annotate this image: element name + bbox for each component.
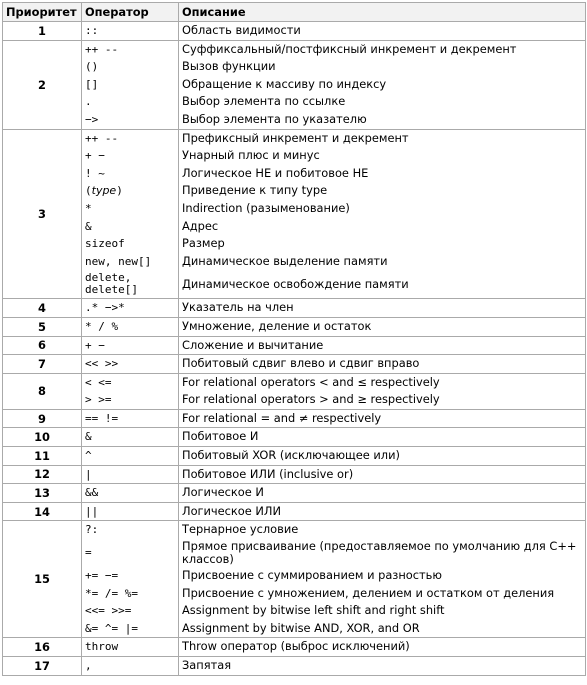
operator-symbol: * / % (85, 319, 119, 333)
operator-symbol: * (85, 201, 92, 215)
operator-symbol: −> (85, 112, 99, 126)
operator-cell (82, 484, 179, 503)
operator-symbol: ++ -- (85, 42, 119, 56)
table-row (3, 40, 586, 129)
operator-symbol: += −= (85, 569, 119, 583)
operator-symbol: ^ (85, 449, 92, 463)
operator-description: Суффиксальный/постфиксный инкремент и декремент (182, 41, 517, 56)
operator-symbol: | (85, 467, 92, 481)
operator-description: For relational = and ≠ respectively (182, 410, 382, 425)
operator-description: Размер (182, 236, 225, 251)
table-row (3, 465, 586, 484)
operator-symbol: &= ^= |= (85, 621, 138, 635)
table-row (3, 409, 586, 428)
table-row (3, 447, 586, 466)
operator-description: Присвоение с умножением, делением и остатком от деления (182, 585, 555, 600)
operator-description: Запятая (182, 658, 232, 672)
operator-description: Логическое И (182, 485, 264, 500)
header-description: Описание (179, 3, 586, 22)
priority-cell: 5 (3, 317, 82, 336)
operator-symbol: .* −>* (85, 301, 125, 315)
description-cell (179, 373, 586, 409)
operator-symbol: && (85, 486, 99, 500)
operator-symbol: & (85, 430, 92, 444)
operator-description: Умножение, деление и остаток (182, 318, 372, 333)
table-row (3, 299, 586, 318)
description-cell (179, 638, 586, 657)
operator-description: Присвоение с суммированием и разностью (182, 568, 442, 583)
priority-cell: 16 (3, 638, 82, 657)
operator-symbol: < <= (85, 375, 112, 389)
priority-cell: 12 (3, 465, 82, 484)
operator-description: Сложение и вычитание (182, 337, 324, 352)
operator-cell (82, 447, 179, 466)
priority-cell: 6 (3, 336, 82, 355)
operator-description: Префиксный инкремент и декремент (182, 130, 409, 145)
operator-symbol: new, new[] (85, 254, 152, 268)
operator-symbol: () (85, 60, 99, 74)
priority-cell: 13 (3, 484, 82, 503)
operator-symbol: ?: (85, 523, 99, 537)
table-row (3, 129, 586, 299)
operator-cell (82, 22, 179, 41)
operator-description: Выбор элемента по указателю (182, 111, 367, 126)
operator-description: Унарный плюс и минус (182, 148, 320, 163)
operator-description: For relational operators < and ≤ respectively (182, 374, 440, 389)
operator-cell (82, 336, 179, 355)
operator-description: Логическое ИЛИ (182, 503, 282, 518)
operator-description: For relational operators > and ≥ respectively (182, 392, 440, 407)
priority-cell: 1 (3, 22, 82, 41)
operator-cell (82, 409, 179, 428)
priority-cell: 7 (3, 355, 82, 374)
operator-description: Вызов функции (182, 59, 276, 74)
operator-description: Побитовое И (182, 429, 259, 444)
operator-description: Динамическое выделение памяти (182, 253, 388, 268)
description-cell (179, 40, 586, 129)
operator-symbol: delete, delete[] (85, 270, 138, 297)
priority-cell: 8 (3, 373, 82, 409)
operator-description: Адрес (182, 218, 219, 233)
description-cell (179, 129, 586, 299)
table-row (3, 336, 586, 355)
operator-description: Прямое присваивание (предоставляемое по умолчанию для C++ классов) (182, 539, 577, 567)
operator-symbol: . (85, 95, 92, 109)
table-header-row (3, 3, 586, 22)
operator-symbol: + − (85, 149, 105, 163)
operator-symbol: == != (85, 411, 119, 425)
description-cell (179, 502, 586, 521)
description-cell (179, 447, 586, 466)
priority-cell: 9 (3, 409, 82, 428)
operator-description: Динамическое освобождение памяти (182, 277, 409, 292)
operator-description: Тернарное условие (182, 522, 299, 537)
operator-description: Assignment by bitwise AND, XOR, and OR (182, 620, 420, 635)
description-cell (179, 336, 586, 355)
operator-description: Побитовое ИЛИ (inclusive or) (182, 466, 354, 481)
table-row (3, 521, 586, 638)
operator-cell (82, 299, 179, 318)
priority-cell: 3 (3, 129, 82, 299)
operator-description: Throw оператор (выброс исключений) (182, 639, 410, 654)
operator-symbol: :: (85, 24, 99, 37)
operator-description: Побитовый XOR (исключающее или) (182, 448, 400, 463)
operator-cell (82, 521, 179, 638)
priority-cell: 15 (3, 521, 82, 638)
operator-symbol: || (85, 504, 99, 518)
header-operator: Оператор (82, 3, 179, 22)
operator-symbol: = (85, 545, 92, 559)
table-row (3, 428, 586, 447)
operator-symbol: ++ -- (85, 131, 119, 145)
operator-description: Приведение к типу type (182, 183, 328, 198)
operator-symbol: > >= (85, 393, 112, 407)
operator-cell (82, 502, 179, 521)
operator-symbol: ! ~ (85, 166, 105, 180)
operator-symbol: (type) (85, 184, 123, 198)
table-row (3, 484, 586, 503)
priority-cell: 11 (3, 447, 82, 466)
description-cell (179, 465, 586, 484)
description-cell (179, 355, 586, 374)
operator-symbol: <<= >>= (85, 604, 132, 618)
operator-cell (82, 317, 179, 336)
operator-symbol: throw (85, 640, 119, 654)
operator-description: Побитовый сдвиг влево и сдвиг вправо (182, 356, 420, 371)
operator-symbol: & (85, 219, 92, 233)
table-row (3, 502, 586, 521)
operator-symbol: , (85, 659, 92, 672)
operator-description: Выбор элемента по ссылке (182, 94, 346, 109)
operator-cell (82, 129, 179, 299)
operator-cell (82, 373, 179, 409)
header-priority: Приоритет (3, 3, 82, 22)
operator-description: Indirection (разыменование) (182, 200, 350, 215)
table-row (3, 355, 586, 374)
operator-description: Обращение к массиву по индексу (182, 76, 387, 91)
operator-precedence-table (2, 2, 586, 676)
operator-description: Логическое НЕ и побитовое НЕ (182, 165, 369, 180)
operator-description: Указатель на член (182, 300, 294, 315)
operator-cell (82, 465, 179, 484)
description-cell (179, 317, 586, 336)
operator-symbol: [] (85, 77, 99, 91)
table-row (3, 373, 586, 409)
description-cell (179, 299, 586, 318)
table-row (3, 638, 586, 657)
priority-cell: 14 (3, 502, 82, 521)
priority-cell: 10 (3, 428, 82, 447)
operator-cell (82, 638, 179, 657)
table-row (3, 22, 586, 41)
table-row (3, 657, 586, 676)
operator-symbol: + − (85, 338, 105, 352)
operator-cell (82, 428, 179, 447)
table-row (3, 317, 586, 336)
operator-cell (82, 657, 179, 676)
priority-cell: 4 (3, 299, 82, 318)
description-cell (179, 484, 586, 503)
operator-symbol: sizeof (85, 237, 125, 251)
priority-cell: 2 (3, 40, 82, 129)
operator-symbol: << >> (85, 357, 119, 371)
operator-description: Assignment by bitwise left shift and right shift (182, 603, 445, 618)
operator-symbol: *= /= %= (85, 586, 138, 600)
description-cell (179, 428, 586, 447)
operator-cell (82, 355, 179, 374)
operator-description: Область видимости (182, 23, 301, 37)
operator-cell (82, 40, 179, 129)
description-cell (179, 657, 586, 676)
priority-cell: 17 (3, 657, 82, 676)
description-cell (179, 409, 586, 428)
description-cell (179, 22, 586, 41)
description-cell (179, 521, 586, 638)
